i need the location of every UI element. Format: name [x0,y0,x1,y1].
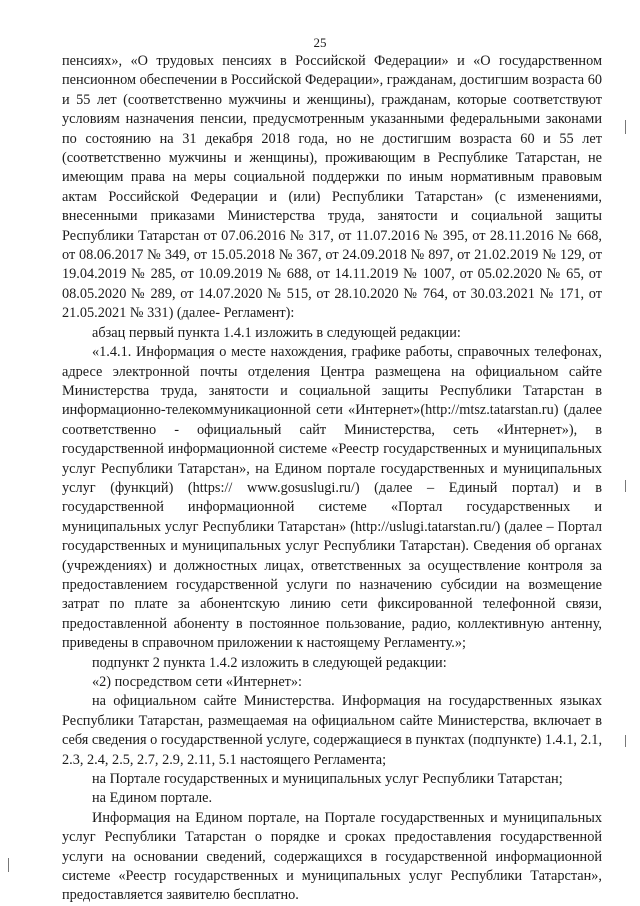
document-body [62,52,602,906]
paragraph-official-site: на официальном сайте Министерства. Информация на государственных языках Республики Татарстан, размещаемая на официальном сайте Министерства, включает в себя сведения о государственной услуге, содержащиеся в пунктах (подпункте) 1.4.1, 2.1, 2.3, 2.4, 2.5, 2.7, 2.9, 2.11, 5.1 настоящего Регламента; [62,693,603,768]
paragraph-regional-portal: на Портале государственных и муниципальных услуг Республики Татарстан; [92,771,563,788]
scan-artifact-line [625,120,626,134]
scan-artifact-line [625,735,626,747]
scan-artifact-line [8,858,9,872]
paragraph-internet-subitem: «2) посредством сети «Интернет»: [92,674,303,690]
page-number: 25 [313,35,327,50]
paragraph-clause-1-4-1: «1.4.1. Информация о месте нахождения, графике работы, справочных телефонах, адресе электронной почты отделения Центра размещена на официальном сайте Министерства труда, занятости и социальной защиты Республики Татарстан в информационно-телекоммуникационной сети «Интернет»(http://mtsz.tatarstan.ru) (далее соответственно - официальный сайт Министерства, сеть «Интернет»), в государственной информационной системе «Реестр государственных и муниципальных услуг Республики Татарстан», на Едином портале государственных и муниципальных услуг (функций) (https:// www.gosuslugi.ru/) (далее – Единый портал) и в государственной информационной системе «Портал государственных и муниципальных услуг Республики Татарстан» (http://uslugi.tatarstan.ru/) (далее – Портал государственных и муниципальных услуг Республики Татарстан). Сведения об органах (учреждениях) и должностных лицах, ответственных за осуществление контроля за предоставлением государственной услуги по назначению субсидии на возмещение затрат по плате за абонентскую линию сети фиксированной телефонной связи, предоставленной абоненту в постоянное пользование, радио, коллективную антенну, приведены в справочном приложении к настоящему Регламенту.»; [62,344,602,652]
paragraph-pensions-continuation: пенсиях», «О трудовых пенсиях в Российской Федерации» и «О государственном пенсионном обеспечении в Российской Федерации», гражданам, достигшим возраста 60 и 55 лет (соответственно мужчины и женщины), гражданам, которые соответствуют условиям назначения пенсии, предусмотренным указанными федеральными законами по состоянию на 31 декабря 2018 года, но не достигшим возраста 60 и 55 лет (соответственно мужчины и женщины), проживающим в Республике Татарстан, не имеющим права на меры социальной поддержки по иным нормативным правовым актам Российской Федерации и (или) Республики Татарстан» (с изменениями, внесенными приказами Министерства труда, занятости и социальной защиты Республики Татарстан от 07.06.2016 № 317, от 11.07.2016 № 395, от 28.11.2016 № 668, от 08.06.2017 № 349, от 15.05.2018 № 367, от 24.09.2018 № 897, от 21.02.2019 № 129, от 19.04.2019 № 285, от 10.09.2019 № 688, от 14.11.2019 № 1007, от 05.02.2020 № 65, от 08.05.2020 № 289, от 14.07.2020 № 515, от 28.10.2020 № 764, от 30.03.2021 № 171, от 21.05.2021 № 331) (далее- Регламент): [62,53,602,322]
paragraph-free-information: Информация на Едином портале, на Портале государственных и муниципальных услуг Республики Татарстан о порядке и сроках предоставления государственной услуги на основании сведений, содержащихся в государственной информационной системе «Реестр государственных и муниципальных услуг Республики Татарстан», предоставляется заявителю бесплатно. [62,809,602,904]
scan-artifact-line [625,480,626,492]
paragraph-amendment-1-4-2: подпункт 2 пункта 1.4.2 изложить в следующей редакции: [92,654,447,671]
paragraph-amendment-1-4-1: абзац первый пункта 1.4.1 изложить в следующей редакции: [92,324,461,341]
paragraph-unified-portal: на Едином портале. [92,790,213,807]
